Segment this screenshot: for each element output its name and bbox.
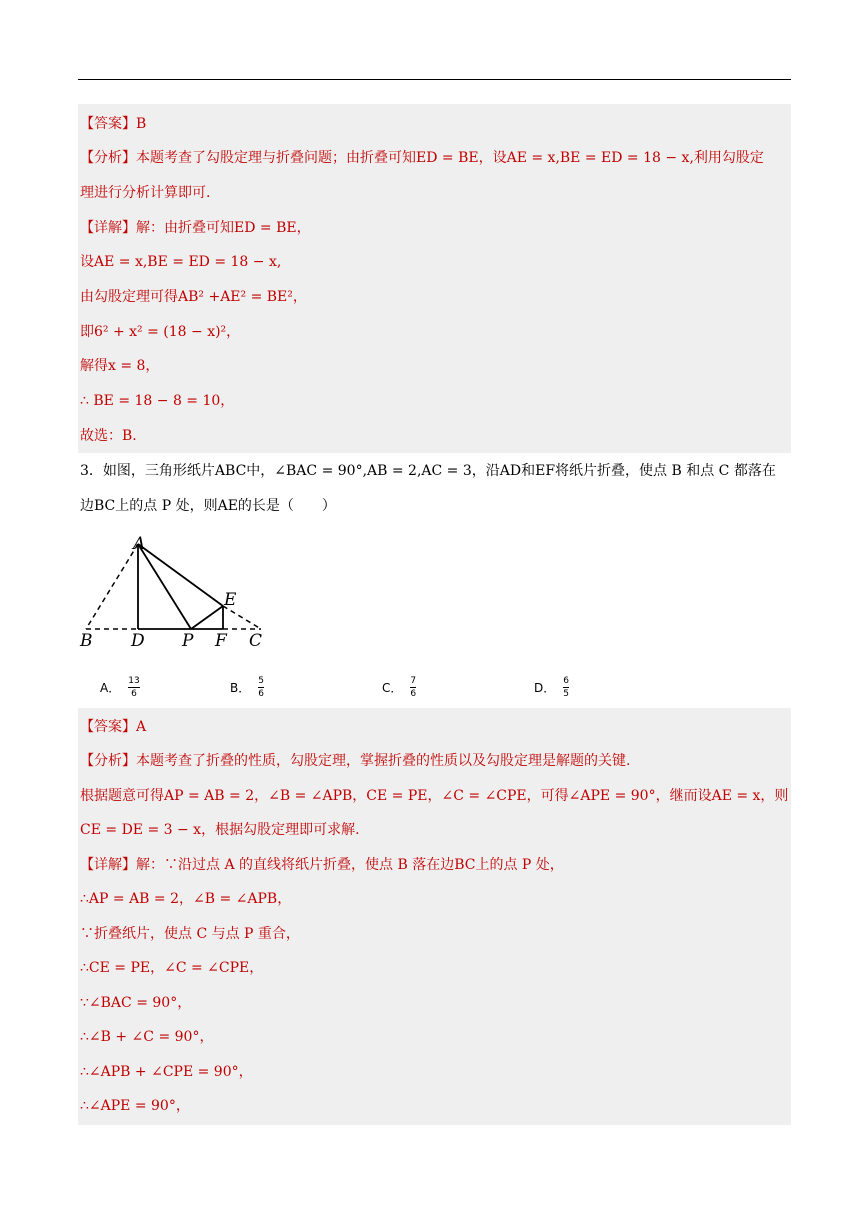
- step-2-5: ∴∠B + ∠C = 90°，: [80, 1029, 214, 1045]
- label-P: P: [182, 631, 194, 651]
- option-b-denominator: 6: [258, 689, 264, 699]
- step-2-1: ∴AP = AB = 2，∠B = ∠APB，: [80, 891, 292, 907]
- option-a-fraction: [128, 676, 139, 699]
- option-c-denominator: 6: [410, 689, 417, 699]
- question-line-2: 边BC上的点 P 处，则AE的长是（ ）: [80, 498, 336, 514]
- answer-line-1: 【答案】B: [80, 116, 147, 132]
- detail-line-2: 【详解】解：∵沿过点 A 的直线将纸片折叠，使点 B 落在边BC上的点 P 处，: [80, 857, 564, 873]
- step-2-2: ∵折叠纸片，使点 C 与点 P 重合，: [80, 926, 300, 942]
- option-d-numerator: 6: [563, 676, 569, 686]
- detail-line-1: 【详解】解：由折叠可知ED = BE，: [80, 220, 311, 236]
- option-c-letter: C．: [382, 681, 403, 695]
- step-2-3: ∴CE = PE，∠C = ∠CPE，: [80, 960, 264, 976]
- analysis-line-2b: 根据题意可得AP = AB = 2，∠B = ∠APB，CE = PE，∠C = ∠CPE，可得∠APE = 90°，继而设AE = x，则: [80, 788, 789, 804]
- option-a-letter: A．: [100, 681, 121, 695]
- label-B: B: [80, 631, 93, 651]
- question-line-1: 3．如图，三角形纸片ABC中，∠BAC = 90°,AB = 2,AC = 3，沿AD和EF将纸片折叠，使点 B 和点 C 都落在: [80, 463, 776, 479]
- analysis-line-2a: 【分析】本题考查了折叠的性质，勾股定理，掌握折叠的性质以及勾股定理是解题的关键.: [80, 753, 631, 769]
- analysis-line-1b: 理进行分析计算即可.: [80, 185, 211, 201]
- option-c[interactable]: [382, 676, 416, 699]
- answer-line-2: 【答案】A: [80, 719, 147, 735]
- segment-AE: [138, 544, 223, 606]
- label-D: D: [131, 631, 145, 651]
- option-b-letter: B．: [230, 681, 251, 695]
- option-c-fraction: [410, 676, 416, 699]
- header-rule: [78, 79, 791, 80]
- option-d[interactable]: [534, 676, 569, 699]
- step-1-1: 设AE = x,BE = ED = 18 − x,: [80, 254, 282, 270]
- option-b[interactable]: [230, 676, 264, 699]
- option-c-numerator: 7: [410, 676, 417, 686]
- step-2-4: ∵∠BAC = 90°，: [80, 995, 192, 1011]
- step-1-2: 由勾股定理可得AB² +AE² = BE²，: [80, 289, 307, 305]
- triangle-figure: [76, 530, 276, 655]
- option-d-denominator: 5: [563, 689, 569, 699]
- analysis-line-2c: CE = DE = 3 − x，根据勾股定理即可求解.: [80, 822, 360, 838]
- step-1-6: 故选：B.: [80, 428, 137, 444]
- step-2-6: ∴∠APB + ∠CPE = 90°，: [80, 1064, 253, 1080]
- step-1-5: ∴ BE = 18 − 8 = 10，: [80, 393, 235, 409]
- edge-AB-dashed: [86, 544, 138, 629]
- option-a-denominator: 6: [131, 689, 137, 699]
- segment-PE: [191, 606, 223, 629]
- analysis-line-1a: 【分析】本题考查了勾股定理与折叠问题；由折叠可知ED = BE，设AE = x,BE = ED = 18 − x,利用勾股定: [80, 150, 764, 166]
- step-1-3: 即6² + x² = (18 − x)²，: [80, 324, 241, 340]
- step-2-7: ∴∠APE = 90°，: [80, 1098, 190, 1114]
- option-b-fraction: [258, 676, 264, 699]
- option-a-numerator: 13: [128, 676, 140, 686]
- segment-AP: [138, 544, 191, 629]
- label-E: E: [224, 590, 237, 610]
- option-a[interactable]: [100, 676, 140, 699]
- option-d-fraction: [563, 676, 569, 699]
- label-A: A: [133, 534, 146, 554]
- label-F: F: [215, 631, 227, 651]
- option-d-letter: D．: [534, 681, 556, 695]
- step-1-4: 解得x = 8，: [80, 358, 160, 374]
- option-b-numerator: 5: [258, 676, 264, 686]
- answer-options: [100, 676, 700, 702]
- label-C: C: [249, 631, 263, 651]
